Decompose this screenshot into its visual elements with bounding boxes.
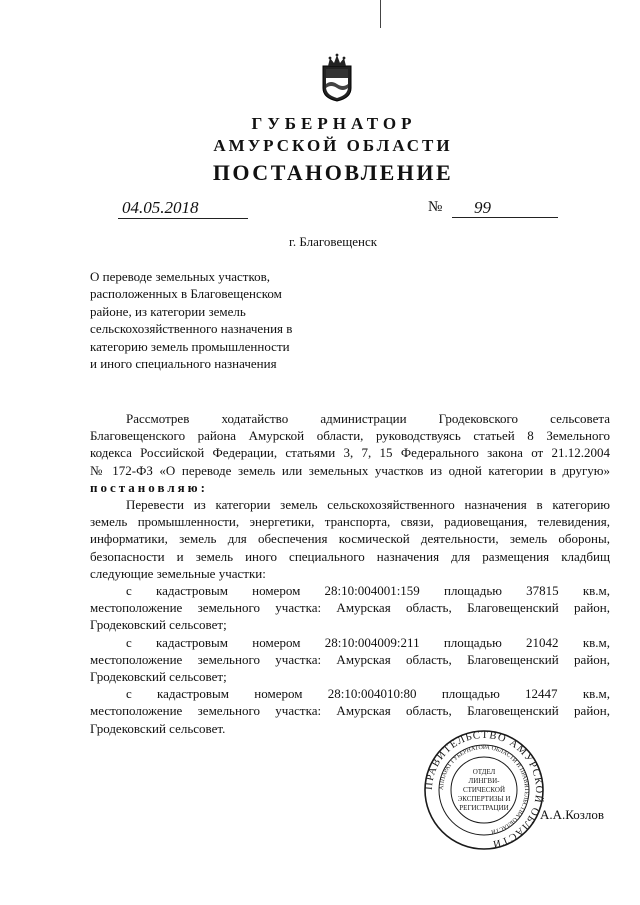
preamble-line: Рассмотрев ходатайство администрации Гродековского сельсовета [126, 411, 610, 426]
stamp-center-line: ОТДЕЛ [472, 768, 496, 776]
stamp-outer-text: ПРАВИТЕЛЬСТВО АМУРСКОЙ ОБЛАСТИ [424, 729, 544, 850]
coat-of-arms-emblem [318, 52, 356, 102]
subject-line: О переводе земельных участков, [90, 269, 271, 284]
header-title-governor: ГУБЕРНАТОР [251, 114, 417, 133]
stamp-center-line: ЛИНГВИ- [468, 777, 500, 785]
item-line: земель промышленности, энергетики, транспорта, связи, радиовещания, телевидения, [90, 514, 610, 530]
official-seal-stamp [424, 728, 544, 852]
preamble-line: № 172-ФЗ «О переводе земель или земельных участков из одной категории в другую» [90, 462, 610, 478]
item-line: информатики, земель для обеспечения космической деятельности, земель обороны, [90, 531, 610, 547]
scan-artifact-line [380, 0, 381, 28]
subject-line: сельскохозяйственного назначения в [90, 321, 293, 337]
parcel-line: с кадастровым номером 28:10:004001:159 площадью 37815 кв.м, [126, 583, 610, 599]
stamp-inner-text: АППАРАТ ГУБЕРНАТОРА ОБЛАСТИ И ПРАВИТЕЛЬСТВА ОБЛАСТИ [438, 744, 530, 835]
parcel-line: Гродековский сельсовет. [90, 720, 226, 736]
item-line: Перевести из категории земель сельскохозяйственного назначения в категорию [126, 497, 610, 513]
subject-line: расположенных в Благовещенском [90, 286, 282, 302]
decree-word: постановляю: [90, 479, 208, 495]
document-date: 04.05.2018 [118, 198, 248, 219]
parcel-line: с кадастровым номером 28:10:004009:211 площадью 21042 кв.м, [126, 634, 610, 650]
parcel-line: местоположение земельного участка: Амурская область, Благовещенский район, [90, 703, 610, 719]
subject-line: категорию земель промышленности [90, 338, 290, 354]
document-number-label: № [428, 199, 443, 215]
parcel-line: Гродековский сельсовет; [90, 617, 227, 633]
subject-line: районе, из категории земель [90, 303, 246, 319]
parcel-line: местоположение земельного участка: Амурская область, Благовещенский район, [90, 651, 610, 667]
stamp-center-line: ЭКСПЕРТИЗЫ И [457, 795, 511, 803]
preamble-line: Благовещенского района Амурской области, руководствуясь статьей 8 Земельного [90, 428, 610, 444]
parcel-line: местоположение земельного участка: Амурская область, Благовещенский район, [90, 600, 610, 616]
document-number: 99 [452, 198, 558, 218]
item-line: следующие земельные участки: [90, 565, 266, 581]
header-title-region: АМУРСКОЙ ОБЛАСТИ [213, 136, 453, 155]
signatory-name: А.А.Козлов [540, 807, 605, 822]
document-subject [90, 268, 350, 372]
parcel-line: с кадастровым номером 28:10:004010:80 площадью 12447 кв.м, [126, 686, 610, 702]
subject-line: и иного специального назначения [90, 356, 277, 372]
issue-city: г. Благовещенск [288, 234, 378, 249]
parcel-line: Гродековский сельсовет; [90, 669, 227, 685]
item-line: безопасности и земель иного специального назначения для размещения кладбищ [90, 548, 610, 564]
document-body [90, 410, 610, 737]
stamp-center-line: СТИЧЕСКОЙ [462, 786, 506, 794]
stamp-center-line: РЕГИСТРАЦИИ [459, 804, 509, 812]
preamble-line: кодекса Российской Федерации, статьями 3, 7, 15 Федерального закона от 21.12.2004 [90, 445, 610, 461]
document-type-title: ПОСТАНОВЛЕНИЕ [212, 160, 454, 185]
